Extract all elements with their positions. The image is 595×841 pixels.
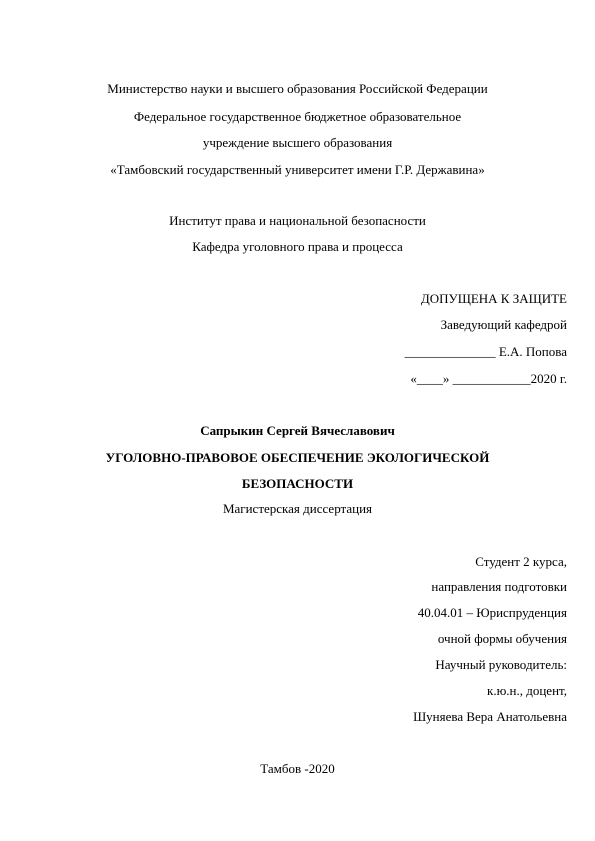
student-course: Студент 2 курса,	[475, 554, 567, 569]
supervisor-name: Шуняева Вера Анатольевна	[413, 709, 567, 724]
department-name: Кафедра уголовного права и процесса	[192, 239, 403, 254]
approval-title: ДОПУЩЕНА К ЗАЩИТЕ	[420, 291, 567, 306]
approval-date-line: «____» ____________2020 г.	[410, 371, 567, 386]
direction-value: 40.04.01 – Юриспруденция	[417, 605, 567, 620]
approval-role: Заведующий кафедрой	[440, 317, 567, 332]
university-name: «Тамбовский государственный университет имени Г.Р. Державина»	[110, 162, 485, 177]
study-form: очной формы обучения	[437, 631, 567, 646]
institute-name: Институт права и национальной безопасности	[169, 213, 426, 228]
ministry-line: Министерство науки и высшего образования Российской Федерации	[107, 81, 488, 96]
approval-signature-line: ______________ Е.А. Попова	[404, 344, 567, 359]
supervisor-label: Научный руководитель:	[435, 657, 567, 672]
thesis-type: Магистерская диссертация	[222, 501, 373, 516]
thesis-title-line-2: БЕЗОПАСНОСТИ	[241, 476, 354, 491]
institution-type-line-1: Федеральное государственное бюджетное образовательное	[133, 109, 462, 124]
city-year: Тамбов -2020	[260, 761, 335, 776]
author-name: Сапрыкин Сергей Вячеславович	[200, 423, 395, 438]
institution-type-line-2: учреждение высшего образования	[202, 135, 393, 150]
supervisor-degree: к.ю.н., доцент,	[487, 683, 567, 698]
thesis-title-line-1: УГОЛОВНО-ПРАВОВОЕ ОБЕСПЕЧЕНИЕ ЭКОЛОГИЧЕСКОЙ	[105, 450, 490, 465]
direction-label: направления подготовки	[431, 579, 567, 594]
